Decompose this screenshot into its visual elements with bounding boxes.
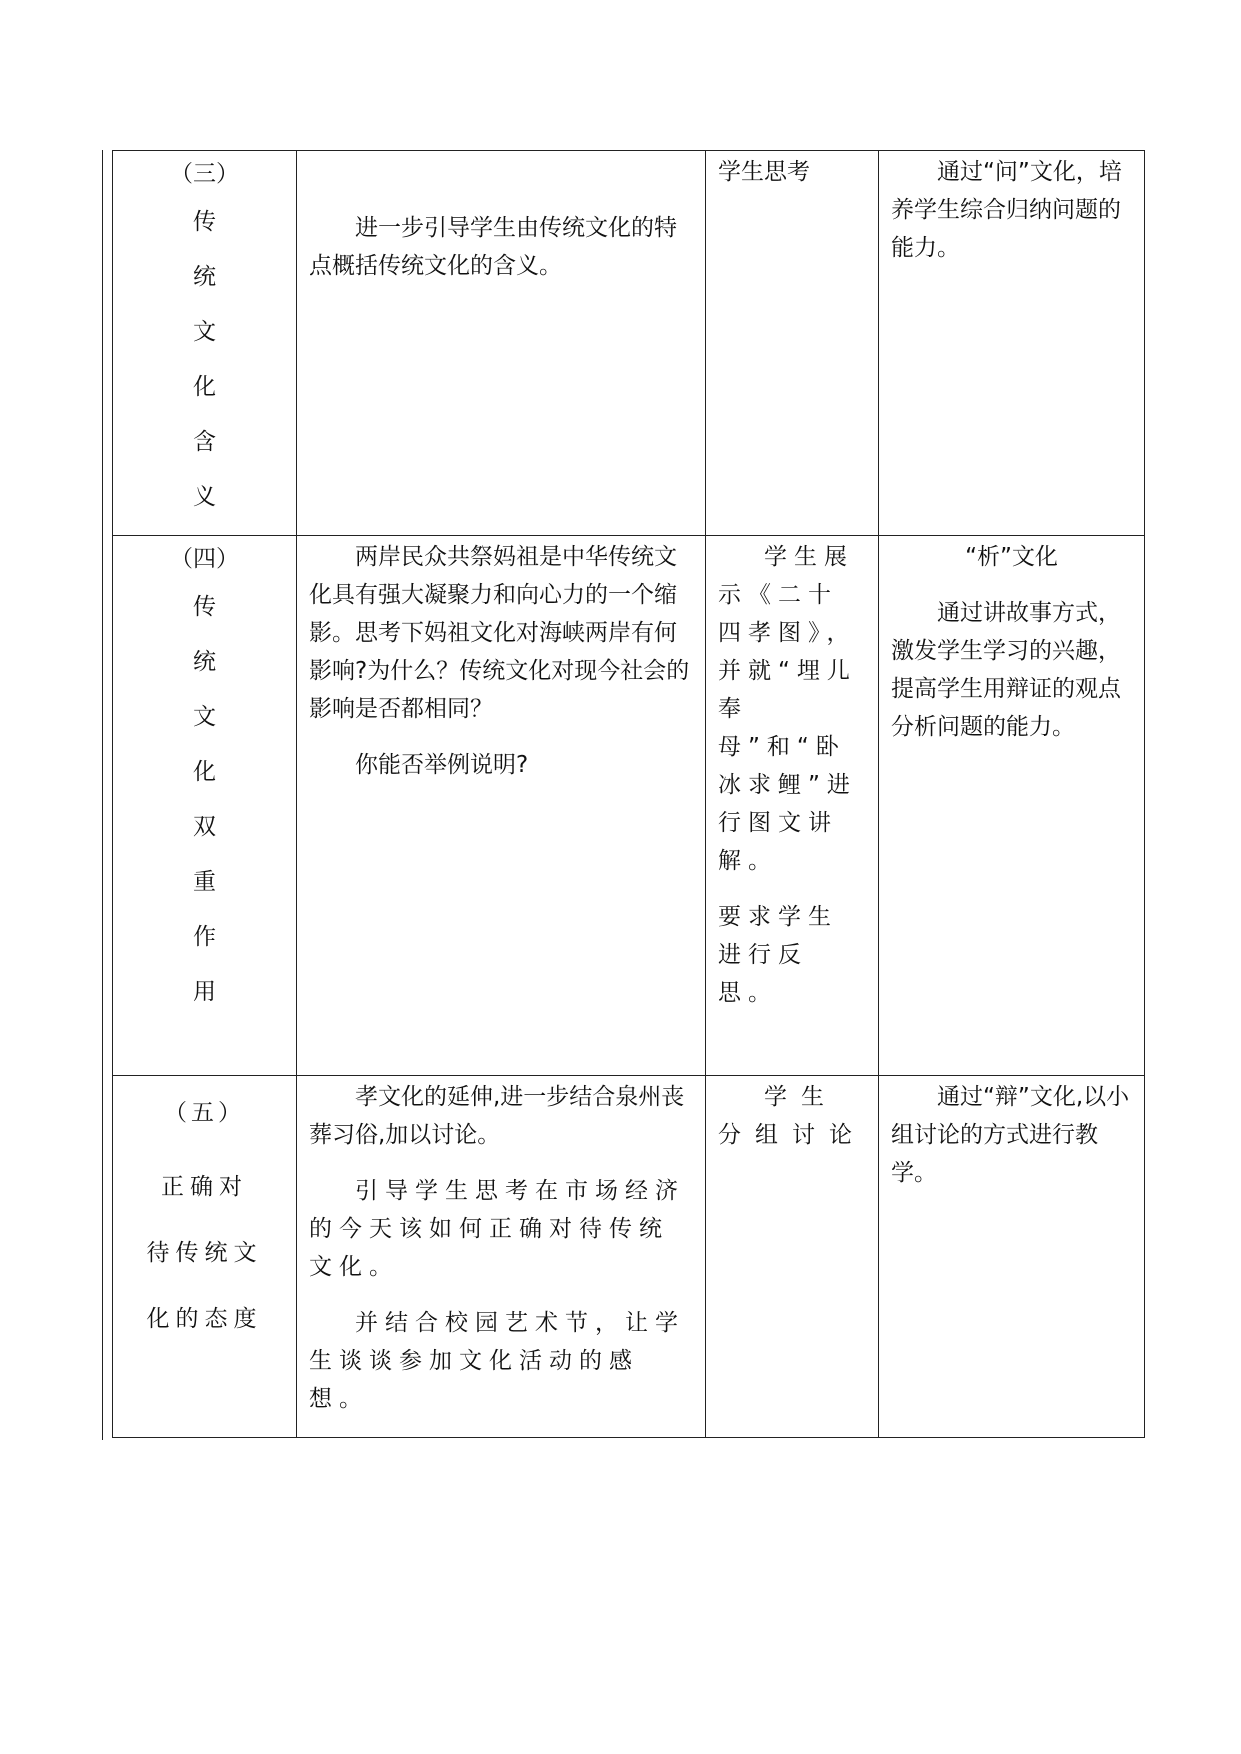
purpose-text: 通过“问”文化，培养学生综合归纳问题的能力。 — [891, 159, 1122, 261]
teacher-text: 进一步引导学生由传统文化的特点概括传统文化的含义。 — [309, 215, 677, 279]
purpose-title: “析”文化 — [965, 544, 1058, 570]
student-text: 学生思考 — [718, 159, 810, 185]
stage-char: 统 — [193, 264, 216, 290]
stage-char: 文 — [193, 704, 216, 730]
stage-char: 作 — [193, 924, 216, 950]
stage-char: 重 — [193, 869, 216, 895]
table-row — [113, 1076, 1145, 1438]
design-purpose-cell — [879, 536, 1145, 1076]
stage-char: 传 — [193, 594, 216, 620]
student-text: 学生展示《二十四孝图》，并就“埋儿奉母”和“卧冰求鲤”进行图文讲解。 — [718, 544, 857, 874]
design-purpose-cell — [879, 1076, 1145, 1438]
stage-char: 义 — [193, 484, 216, 510]
stage-char: 传 — [193, 209, 216, 235]
left-margin-rule — [102, 150, 103, 1440]
stage-number: （三） — [170, 161, 239, 187]
stage-char: 文 — [193, 319, 216, 345]
stage-char: 统 — [193, 649, 216, 675]
student-activity-cell — [706, 536, 879, 1076]
student-activity-cell — [706, 151, 879, 536]
student-text: 学生分组讨论 — [718, 1084, 866, 1148]
stage-char: 双 — [193, 814, 216, 840]
lesson-plan-table — [112, 150, 1145, 1438]
stage-number: （五） — [164, 1100, 245, 1126]
stage-char: 化 — [193, 759, 216, 785]
teacher-activity-cell — [297, 151, 706, 536]
stage-char: 用 — [193, 979, 216, 1005]
stage-cell — [113, 151, 297, 536]
teacher-text: 你能否举例说明? — [355, 752, 529, 778]
stage-cell — [113, 1076, 297, 1438]
purpose-text: 通过讲故事方式，激发学生学习的兴趣，提高学生用辩证的观点分析问题的能力。 — [891, 600, 1121, 740]
teacher-text: 引导学生思考在市场经济的今天该如何正确对待传统文化。 — [309, 1178, 685, 1280]
teacher-text: 孝文化的延伸,进一步结合泉州丧葬习俗,加以讨论。 — [309, 1084, 685, 1148]
stage-number: （四） — [170, 546, 239, 572]
teacher-activity-cell — [297, 1076, 706, 1438]
table-row — [113, 536, 1145, 1076]
stage-line: 正确对 — [161, 1174, 248, 1200]
design-purpose-cell — [879, 151, 1145, 536]
stage-line: 化的态度 — [146, 1306, 263, 1332]
table-row — [113, 151, 1145, 536]
student-text: 要求学生进行反思。 — [718, 904, 838, 1006]
stage-cell — [113, 536, 297, 1076]
teacher-text: 两岸民众共祭妈祖是中华传统文化具有强大凝聚力和向心力的一个缩影。思考下妈祖文化对海峡两岸有何影响?为什么？传统文化对现今社会的影响是否都相同？ — [309, 544, 690, 722]
student-activity-cell — [706, 1076, 879, 1438]
purpose-text: 通过“辩”文化,以小组讨论的方式进行教学。 — [891, 1084, 1130, 1186]
teacher-text: 并结合校园艺术节，让学生谈谈参加文化活动的感想。 — [309, 1310, 685, 1412]
teacher-activity-cell — [297, 536, 706, 1076]
stage-char: 化 — [193, 374, 216, 400]
stage-line: 待传统文 — [146, 1240, 263, 1266]
stage-char: 含 — [193, 429, 216, 455]
